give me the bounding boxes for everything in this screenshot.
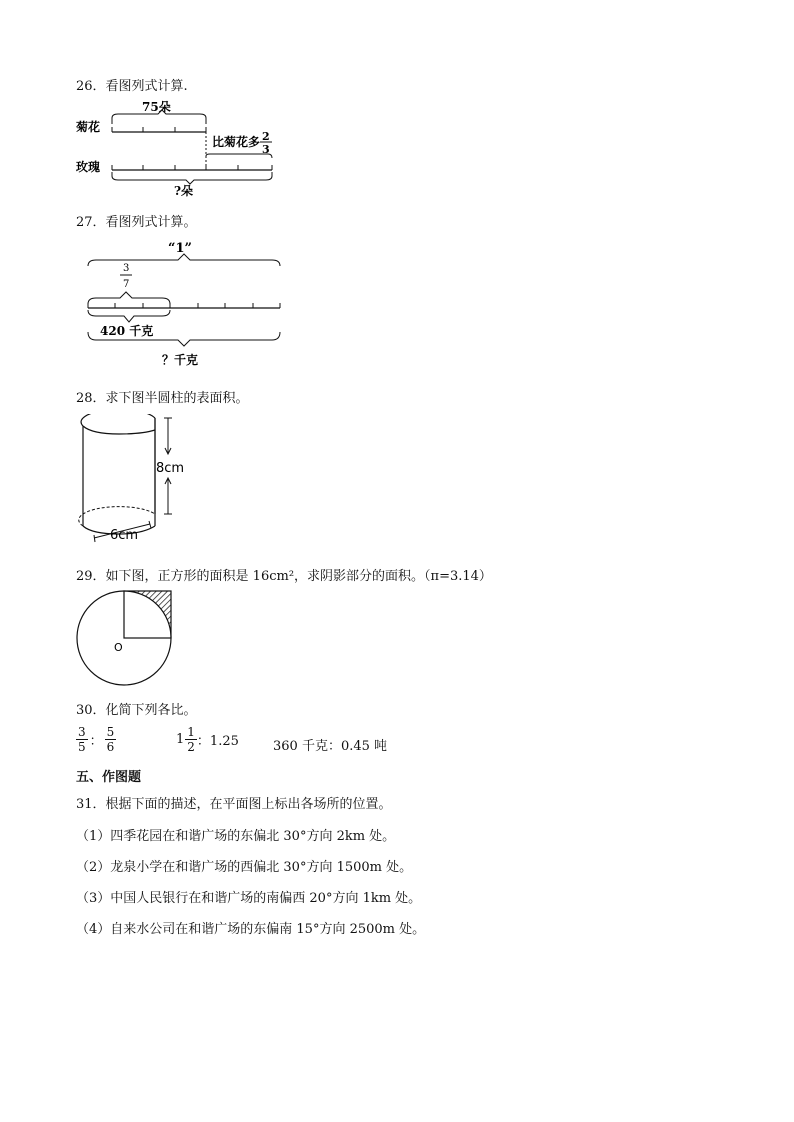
q28-title: 28．求下图半圆柱的表面积。	[76, 391, 249, 406]
q28-bottom-hidden	[79, 507, 155, 526]
q31-item: （3）中国人民银行在和谐广场的南偏西 20°方向 1km 处。	[76, 891, 422, 906]
q27-frac-brace	[88, 292, 170, 304]
q26-diagram	[76, 98, 286, 200]
q29-diagram	[74, 588, 176, 688]
q26-label-ju: 菊花	[76, 120, 101, 134]
q27-small-brace	[88, 310, 170, 322]
q31-item: （2）龙泉小学在和谐广场的西偏北 30°方向 1500m 处。	[76, 860, 413, 875]
q31-item: （1）四季花园在和谐广场的东偏北 30°方向 2km 处。	[76, 829, 396, 844]
q26-more-text: 比菊花多	[212, 135, 261, 149]
q27-small-label: 420 千克	[100, 324, 154, 338]
q27-frac-den: 7	[123, 279, 130, 290]
q30-ratio-2	[176, 726, 239, 753]
q30-r1-frac-b: $\frac{5}{6}$	[106, 725, 115, 754]
q28-width-cap-left	[94, 535, 95, 542]
q27-frac-num: 3	[123, 263, 130, 274]
section5-heading: 五、作图题	[76, 770, 142, 785]
q26-title: 26．看图列式计算.	[76, 79, 188, 94]
q28-top-arc	[81, 414, 155, 426]
q27-title: 27．看图列式计算。	[76, 215, 197, 230]
q28-height-label: 8cm	[156, 461, 185, 476]
q27-top-label: “1”	[168, 241, 193, 256]
q30-r2-rest: ：1.25	[196, 734, 239, 749]
q29-shaded-region	[124, 591, 171, 638]
q26-top-label: 75朵	[142, 100, 171, 114]
q31-item: （4）自来水公司在和谐广场的东偏南 15°方向 2500m 处。	[76, 922, 426, 937]
q28-width-label: 6cm	[110, 528, 139, 543]
q28-diagram	[76, 414, 206, 548]
q30-ratio-1	[76, 726, 116, 753]
q30-ratio-3: 360 千克：0.45 吨	[273, 739, 388, 754]
q26-bottom-label: ?朵	[174, 184, 194, 198]
q29-center-label: O	[114, 641, 123, 654]
q28-top-front	[83, 426, 155, 434]
q30-r2-whole: 1	[176, 732, 185, 747]
q26-label-mg: 玫瑰	[76, 160, 101, 174]
q30-title: 30．化简下列各比。	[76, 703, 197, 718]
q26-more-num: 2	[262, 130, 270, 143]
q27-diagram	[82, 236, 288, 370]
q26-more-den: 3	[262, 143, 270, 156]
q30-r2-frac: $\frac{1}{2}$	[187, 725, 195, 754]
q30-r1-sep: ：	[89, 734, 103, 749]
q27-bottom-label: ？千克	[162, 353, 199, 367]
q31-title: 31．根据下面的描述，在平面图上标出各场所的位置。	[76, 797, 392, 812]
q30-r1-frac-a: $\frac{3}{5}$	[78, 725, 86, 754]
q26-bottom-brace	[112, 172, 272, 184]
q29-title: 29．如下图，正方形的面积是 16cm²，求阴影部分的面积。（π=3.14）	[76, 569, 492, 584]
